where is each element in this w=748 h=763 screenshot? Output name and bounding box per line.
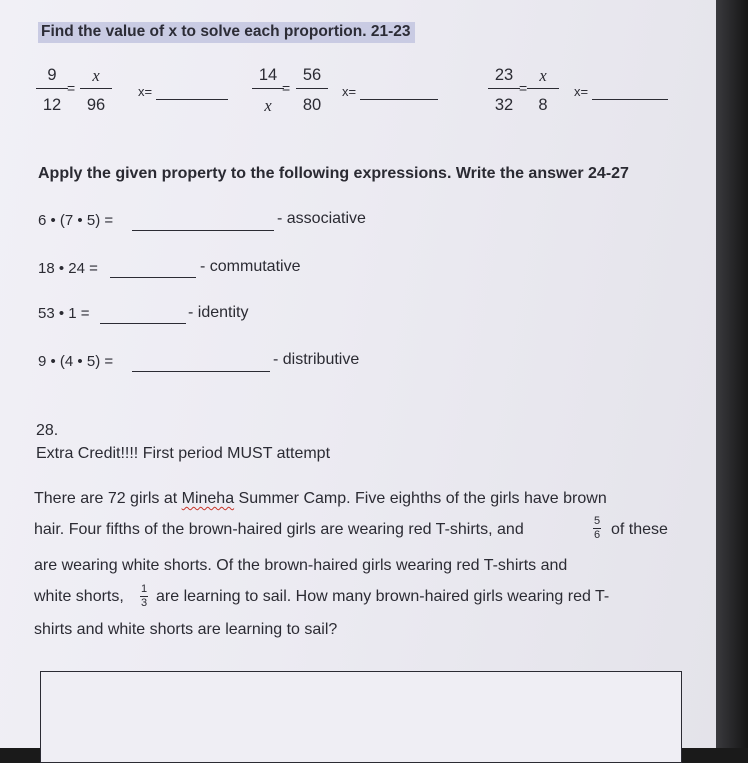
problem-line-4: white shorts, — [34, 588, 124, 605]
answer-label: x= — [574, 84, 589, 99]
extra-credit-title: Extra Credit!!!! First period MUST attempt — [36, 445, 331, 462]
numerator: x — [92, 66, 100, 85]
equals-sign: = — [519, 80, 528, 96]
answer-blank[interactable] — [592, 98, 668, 100]
camp-name: Mineha — [181, 490, 235, 507]
property-label-25: - commutative — [200, 258, 301, 275]
desk-edge — [716, 0, 748, 748]
denominator: 80 — [302, 96, 322, 114]
numerator: 23 — [494, 66, 514, 84]
expression-27: 9 • (4 • 5) = — [38, 353, 114, 370]
numerator: 14 — [258, 66, 278, 84]
proportions-heading: Find the value of x to solve each proportion. 21-23 — [38, 22, 415, 43]
denominator: 8 — [538, 96, 548, 114]
denominator: 96 — [86, 96, 106, 114]
fraction-bar — [527, 88, 559, 89]
numerator: x — [539, 66, 547, 85]
answer-blank-24[interactable] — [132, 229, 274, 231]
fraction-bar — [488, 88, 520, 89]
fraction-bar — [80, 88, 112, 89]
answer-box[interactable] — [40, 671, 682, 763]
answer-label: x= — [138, 84, 153, 99]
answer-label: x= — [342, 84, 357, 99]
denominator: 3 — [140, 597, 148, 609]
problem-line-2: hair. Four fifths of the brown-haired girls are wearing red T-shirts, and — [34, 521, 524, 538]
problem-line-1 — [34, 490, 607, 508]
question-number: 28. — [36, 422, 59, 439]
problem-line-5: shirts and white shorts are learning to sail? — [34, 621, 338, 638]
fraction-bar — [36, 88, 68, 89]
problem-text: There are 72 girls at — [34, 490, 182, 507]
expression-25: 18 • 24 = — [38, 260, 98, 277]
numerator: 9 — [47, 66, 57, 84]
denominator: 6 — [593, 529, 601, 541]
expression-24: 6 • (7 • 5) = — [38, 212, 114, 229]
property-label-27: - distributive — [273, 351, 360, 368]
answer-blank[interactable] — [360, 98, 438, 100]
property-label-24: - associative — [277, 210, 366, 227]
fraction-bar — [296, 88, 328, 89]
answer-blank[interactable] — [156, 98, 228, 100]
problem-text: Summer Camp. Five eighths of the girls have brown — [234, 490, 607, 507]
expression-26: 53 • 1 = — [38, 305, 90, 322]
answer-blank-25[interactable] — [110, 276, 196, 278]
numerator: 5 — [593, 515, 601, 527]
answer-blank-27[interactable] — [132, 370, 270, 372]
properties-heading: Apply the given property to the following expressions. Write the answer 24-27 — [38, 165, 629, 182]
denominator: 32 — [494, 96, 514, 114]
answer-blank-26[interactable] — [100, 322, 186, 324]
problem-line-4-end: are learning to sail. How many brown-haired girls wearing red T- — [156, 588, 610, 605]
equals-sign: = — [67, 80, 76, 96]
problem-line-3: are wearing white shorts. Of the brown-haired girls wearing red T-shirts and — [34, 557, 568, 574]
numerator: 1 — [140, 583, 148, 595]
equals-sign: = — [282, 80, 291, 96]
property-label-26: - identity — [188, 304, 249, 321]
fraction-bar — [252, 88, 284, 89]
problem-line-2-end: of these — [611, 521, 668, 538]
denominator: 12 — [42, 96, 62, 114]
numerator: 56 — [302, 66, 322, 84]
denominator: x — [264, 96, 272, 115]
